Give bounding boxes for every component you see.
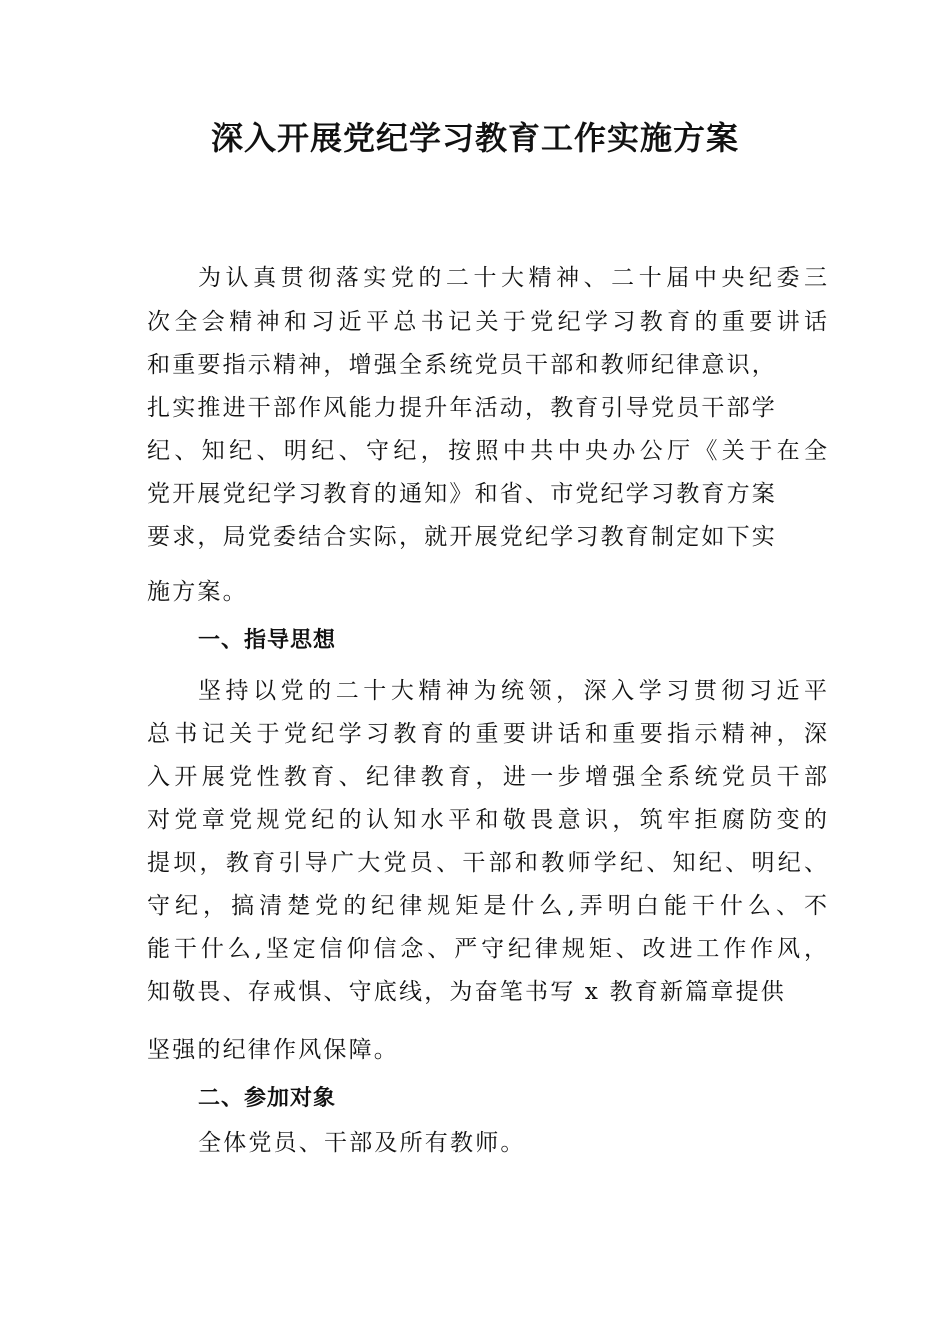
paragraph-line: 施方案。 bbox=[147, 579, 248, 605]
paragraph-line: 扎实推进干部作风能力提升年活动，教育引导党员干部学 bbox=[147, 395, 777, 421]
paragraph-line: 和重要指示精神，增强全系统党员干部和教师纪律意识， bbox=[147, 352, 777, 378]
paragraph-line: 提坝，教育引导广大党员、干部和教师学纪、知纪、明纪、 bbox=[147, 850, 827, 876]
paragraph-line: 坚强的纪律作风保障。 bbox=[147, 1037, 399, 1063]
paragraph-line: 为认真贯彻落实党的二十大精神、二十届中央纪委三 bbox=[198, 265, 827, 291]
paragraph-line: 能干什么,坚定信仰信念、严守纪律规矩、改进工作作风， bbox=[147, 936, 827, 962]
paragraph-line: 守纪，搞清楚党的纪律规矩是什么,弄明白能干什么、不 bbox=[147, 893, 827, 919]
paragraph-line: 入开展党性教育、纪律教育，进一步增强全系统党员干部 bbox=[147, 764, 827, 790]
section-heading-participants: 二、参加对象 bbox=[198, 1086, 337, 1111]
paragraph-line: 党开展党纪学习教育的通知》和省、市党纪学习教育方案 bbox=[147, 481, 777, 507]
document-title: 深入开展党纪学习教育工作实施方案 bbox=[210, 119, 739, 157]
paragraph-line: 坚持以党的二十大精神为统领，深入学习贯彻习近平 bbox=[198, 678, 827, 704]
paragraph-line: 次全会精神和习近平总书记关于党纪学习教育的重要讲话 bbox=[147, 309, 827, 335]
section-heading-guiding-ideology: 一、指导思想 bbox=[198, 628, 337, 653]
paragraph-line: 纪、知纪、明纪、守纪，按照中共中央办公厅《关于在全 bbox=[147, 438, 827, 464]
paragraph-line: 总书记关于党纪学习教育的重要讲话和重要指示精神，深 bbox=[147, 721, 827, 747]
paragraph-line: 对党章党规党纪的认知水平和敬畏意识，筑牢拒腐防变的 bbox=[147, 807, 827, 833]
paragraph-line: 知敬畏、存戒惧、守底线，为奋笔书写 x 教育新篇章提供 bbox=[147, 979, 786, 1005]
paragraph-line: 要求，局党委结合实际，就开展党纪学习教育制定如下实 bbox=[147, 524, 777, 550]
paragraph-line: 全体党员、干部及所有教师。 bbox=[198, 1130, 526, 1156]
